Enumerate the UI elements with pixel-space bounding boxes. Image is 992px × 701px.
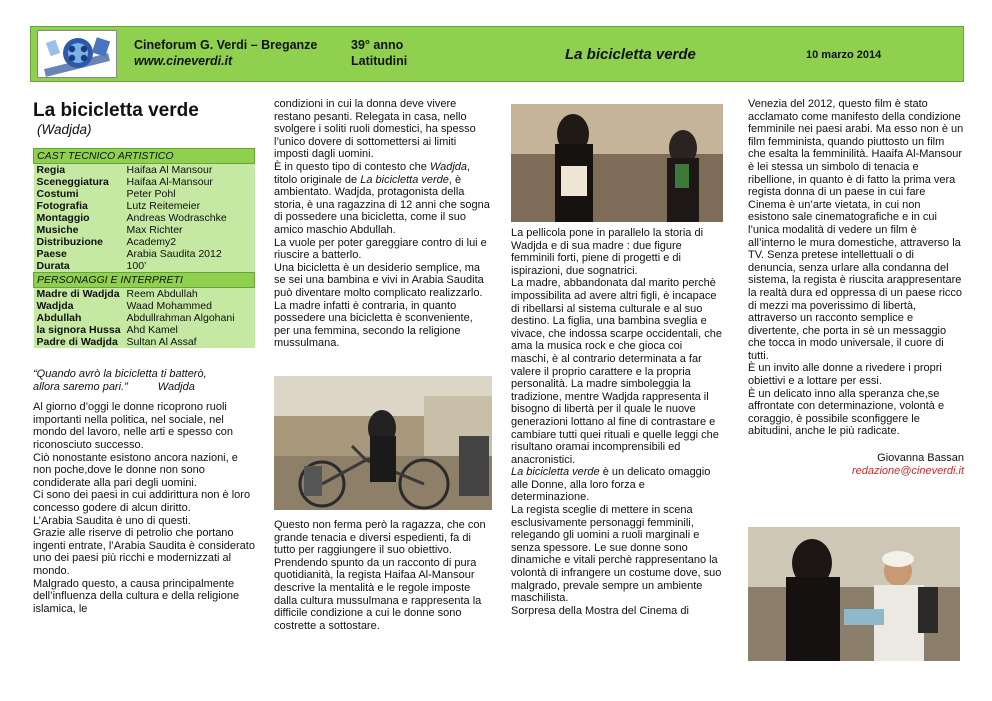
paragraph: Prendendo spunto da un racconto di pura quotidianità, la regista Haifaa Al-Mansour descrive la mentalità e le regole imposte dalla cultura mussulmana e rappresenta la difficile condizione a cui le donne sono costrette a sottostare. <box>274 556 482 632</box>
film-title: La bicicletta verde <box>33 100 199 121</box>
person: Peter Pohl <box>124 188 255 200</box>
table-row <box>34 288 255 301</box>
text-span: Wadjda <box>429 160 468 173</box>
table-row <box>34 300 255 312</box>
text-span: , titolo originale de <box>274 160 471 186</box>
paragraph: Una bicicletta è un desiderio semplice, ma se sei una bambina e vivi in Arabia Saudita può diventare molto complicato realizzarlo. La madre infatti è contraria, in quanto possedere una bicicletta è sconveniente, per una femmina, secondo la religione mussulmana. <box>274 261 484 350</box>
table-row <box>34 324 255 336</box>
season-year: 39° anno <box>351 38 404 52</box>
person: Lutz Reitemeier <box>124 200 255 212</box>
paragraph: È un delicato inno alla speranza che,se affrontate con determinazione, volontà e coraggio, è possibile sconfiggere le abitudini, anche le più radicate. <box>748 387 945 438</box>
org-name: Cineforum G. Verdi – Breganze <box>134 38 318 52</box>
paragraph: Grazie alle riserve di petrolio che portano ingenti entrate, l’Arabia Saudita è considerato uno dei paesi più ricchi e modernizzati al mondo. <box>33 527 255 577</box>
org-website[interactable]: www.cineverdi.it <box>134 54 233 68</box>
header-film-title: La bicicletta verde <box>565 46 696 63</box>
role: Paese <box>34 248 124 260</box>
paragraph: Venezia del 2012, questo film è stato acclamato come manifesto della condizione femminile nei paesi arabi. Ma esso non è un film femminista, quando piuttosto un film che esalta la femminilità. Haaifa Al-Mansour è lei stessa un simbolo di tenacia e ribellione, in quanto è di fatto la prima vera regista donna di un paese in cui fare Cinema è un’arte vietata, in cui non esistono sale cinematografiche e in cui l’unica modalità di vedere un film è all’interno le mura domestiche, attraverso la TV. Senza pretese intellettuali o di denuncia, senza urlare alla condanna del sistema, la regista è riuscita arappresentare la realtà dura ed oppressa di un paese ricco di mezzi ma poverissimo di libertà, attraverso un racconto semplice e divertente, che porta in sè un messaggio che tocca in modo universale, il cuore di tutti. <box>748 98 964 362</box>
photo-woman-boy <box>748 527 960 661</box>
paren-close: ) <box>87 122 92 137</box>
quote-text: allora saremo pari.” <box>33 380 128 393</box>
role: Wadjda <box>34 300 124 312</box>
role: Regia <box>34 164 124 177</box>
paren-open: ( <box>37 122 42 137</box>
column-3 <box>511 227 723 617</box>
paragraph: Questo non ferma però la ragazza, che con grande tenacia e diversi espedienti, fa di tutto per raggiungere il suo obiettivo. <box>274 519 486 557</box>
role: Sceneggiatura <box>34 176 124 188</box>
text-span: è un delicato omaggio alle Donne, alla loro forza e determinazione. <box>511 466 711 504</box>
photo-girls-school <box>511 104 723 222</box>
person: Arabia Saudita 2012 <box>124 248 255 260</box>
original-title-text: Wadjda <box>41 122 88 137</box>
quote-attribution: Wadjda <box>157 380 195 393</box>
person: Max Richter <box>124 224 255 236</box>
role: Musiche <box>34 224 124 236</box>
paragraph <box>511 466 723 504</box>
header-date: 10 marzo 2014 <box>806 49 882 61</box>
person: Andreas Wodraschke <box>124 212 255 224</box>
person: Ahd Kamel <box>124 324 255 336</box>
table-row <box>34 236 255 248</box>
header-bar <box>30 26 964 82</box>
role: Distribuzione <box>34 236 124 248</box>
role: Abdullah <box>34 312 124 324</box>
person: Sultan Al Assaf <box>124 336 255 348</box>
table-row <box>34 164 255 177</box>
table-row <box>34 312 255 324</box>
text-span: La bicicletta verde <box>360 173 449 186</box>
paragraph: Sorpresa della Mostra del Cinema di <box>511 604 689 617</box>
season-series: Latitudini <box>351 54 408 68</box>
role: Fotografia <box>34 200 124 212</box>
original-title <box>37 122 255 138</box>
table-row <box>34 212 255 224</box>
role: Montaggio <box>34 212 124 224</box>
person: Haifaa Al Mansour <box>124 164 255 177</box>
paragraph: La madre, abbandonata dal marito perchè impossibilita ad avere altri figli, è incapace di ribellarsi al sistema culturale e al suo destino. La figlia, una bambina sveglia e vivace, che indossa scarpe occidentali, che ama la musica rock e che gioca coi maschi, è al contrario determinata a far valere il proprio carattere e la propria personalità. La madre simboleggia la tradizione, mentre Wadjda rappresenta il bisogno di libertà per il quale le nuove generazioni lottano al fine di contrastare e cambiare tutti quei rituali e quelle leggi che risultano oramai incomprensibili ed anacronistici. <box>511 277 722 466</box>
paragraph: Al giorno d’oggi le donne ricoprono ruoli importanti nella politica, nel sociale, nel mondo del lavoro, nelle arti e spesso con riconosciuto successo. <box>33 401 233 451</box>
cast-table <box>33 148 255 348</box>
paragraph: condizioni in cui la donna deve vivere restano pesanti. Relegata in casa, nello svolgere i soliti ruoli domestici, ha spesso l’unico dovere di sottomettersi ai limiti imposti dagli uomini. <box>274 98 476 161</box>
quote-line-2 <box>33 381 255 394</box>
text-span: La bicicletta verde <box>511 466 600 479</box>
paragraph: La regista sceglie di mettere in scena esclusivamente personaggi femminili, relegando gli uomini a ruoli marginali e senza spessore. Le sue donne sono dinamiche e vitali perchè rappresentano la volontà di infrangere un costume dove, suo malgrado, prevale sempre un ambiente maschilista. <box>511 504 722 605</box>
text-span: È in questo tipo di contesto che <box>274 160 430 173</box>
paragraph: La vuole per poter gareggiare contro di lui e riuscire a batterlo. <box>274 236 487 262</box>
person: Abdullrahman Algohani <box>124 312 255 324</box>
table-row <box>34 176 255 188</box>
header-org <box>134 37 317 69</box>
person: 100’ <box>124 260 255 273</box>
column-2 <box>274 98 490 350</box>
paragraph: Ciò nonostante esistono ancora nazioni, e non poche,dove le donne non sono condiderate alla pari degli uomini. <box>33 451 238 489</box>
film-quote <box>33 368 255 393</box>
column-4 <box>748 98 964 477</box>
table-row <box>34 200 255 212</box>
paragraph: La pellicola pone in parallelo la storia di Wadjda e di sua madre : due figure femminili forti, piene di progetti e di ispirazioni, due sognatrici. <box>511 227 704 277</box>
table-row <box>34 336 255 348</box>
person: Haifaa Al-Mansour <box>124 176 255 188</box>
paragraph: Malgrado questo, a causa principalmente dell’influenza della cultura e della religione islamica, le <box>33 577 240 615</box>
column-2-bottom <box>274 519 490 632</box>
author-name: Giovanna Bassan <box>877 452 964 465</box>
role: Durata <box>34 260 124 273</box>
table-row <box>34 248 255 260</box>
header-season <box>351 37 407 69</box>
table-row <box>34 224 255 236</box>
interpreti-heading: PERSONAGGI E INTERPRETI <box>34 273 255 288</box>
person: Reem Abdullah <box>124 288 255 301</box>
column-1 <box>33 100 255 615</box>
role: Madre di Wadjda <box>34 288 124 301</box>
table-row <box>34 188 255 200</box>
person: Waad Mohammed <box>124 300 255 312</box>
paragraph: Ci sono dei paesi in cui addirittura non è loro concesso godere di alcun diritto. <box>33 489 251 514</box>
quote-line-1: “Quando avrò la bicicletta ti batterò, <box>33 368 207 380</box>
role: la signora Hussa <box>34 324 124 336</box>
paragraph: È un invito alle donne a rivedere i propri obiettivi e a lottare per essi. <box>748 362 942 388</box>
role: Padre di Wadjda <box>34 336 124 348</box>
cineforum-logo <box>37 30 117 78</box>
author-email-link[interactable]: redazione@cineverdi.it <box>851 464 964 477</box>
paragraph: L’Arabia Saudita è uno di questi. <box>33 514 191 527</box>
table-row <box>34 260 255 273</box>
cast-heading: CAST TECNICO ARTISTICO <box>34 149 255 164</box>
paragraph <box>274 161 490 237</box>
photo-girl-bicycle <box>274 376 492 510</box>
text-span: , è ambientato. Wadjda, protagonista della storia, è una ragazzina di 12 anni che sogna di possedere una bicicletta, come il suo amico maschio Abdullah. <box>274 173 490 236</box>
person: Academy2 <box>124 236 255 248</box>
role: Costumi <box>34 188 124 200</box>
